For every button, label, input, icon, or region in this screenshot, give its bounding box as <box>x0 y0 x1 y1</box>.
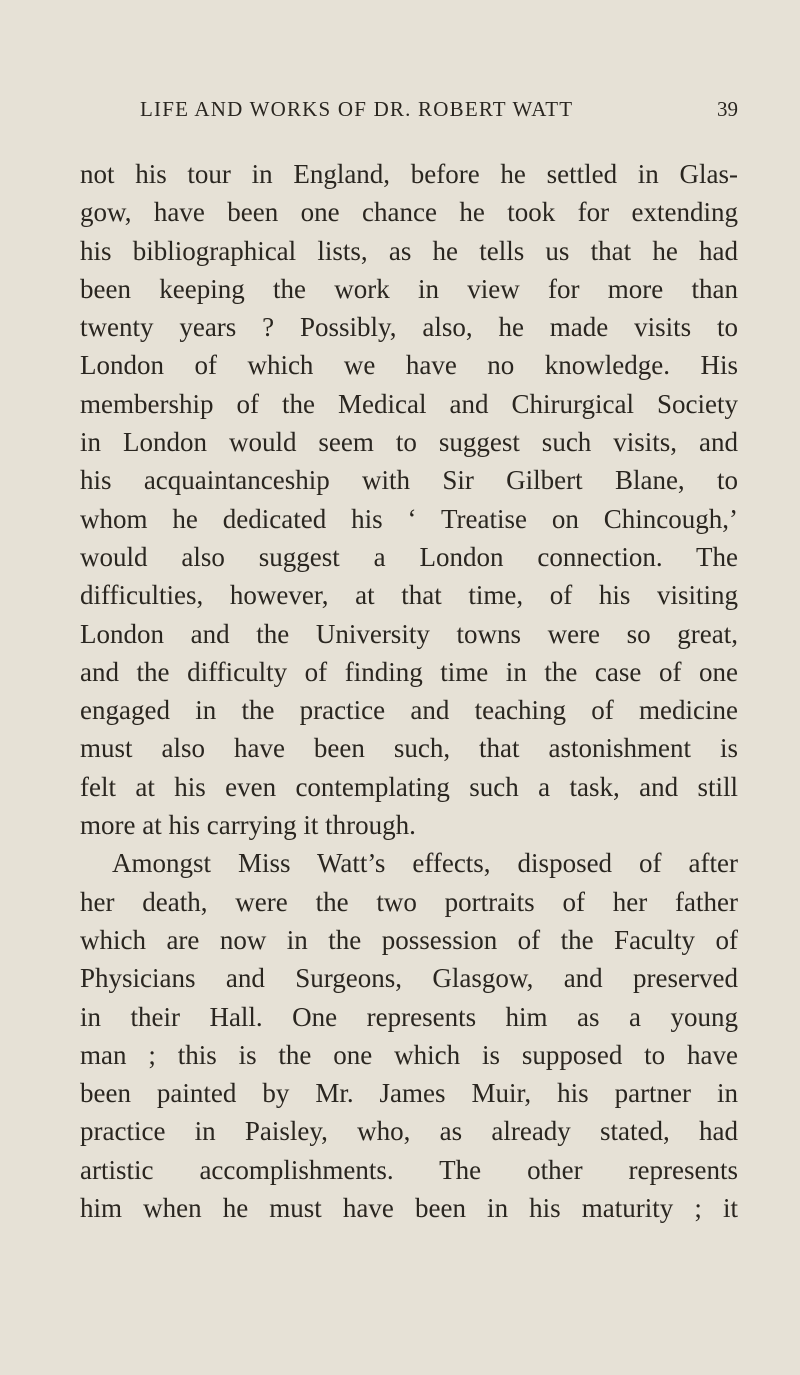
text-line: engaged in the practice and teaching of medicine <box>80 695 738 726</box>
text-line: practice in Paisley, who, as already stated, had <box>80 1116 738 1147</box>
text-line: London of which we have no knowledge. His <box>80 350 738 381</box>
text-line: Amongst Miss Watt’s effects, disposed of after <box>112 848 738 879</box>
text-line: whom he dedicated his ‘ Treatise on Chincough,’ <box>80 503 738 534</box>
running-title: LIFE AND WORKS OF DR. ROBERT WATT <box>140 97 574 121</box>
text-line: in London would seem to suggest such visits, and <box>80 427 738 458</box>
text-line: London and the University towns were so great, <box>80 618 738 649</box>
text-line: artistic accomplishments. The other represents <box>80 1154 738 1185</box>
text-line: not his tour in England, before he settled in Glas- <box>80 159 738 189</box>
text-line: her death, were the two portraits of her father <box>80 886 738 917</box>
text-line: which are now in the possession of the Faculty of <box>80 924 738 955</box>
text-line: in their Hall. One represents him as a young <box>80 1001 738 1032</box>
text-line: difficulties, however, at that time, of his visiting <box>80 580 738 611</box>
text-line: his bibliographical lists, as he tells us that he had <box>80 235 738 266</box>
body-text <box>80 155 738 1227</box>
text-line: must also have been such, that astonishment is <box>80 733 738 764</box>
text-line: twenty years ? Possibly, also, he made visits to <box>80 312 738 343</box>
text-line: would also suggest a London connection. The <box>80 541 738 572</box>
text-line: more at his carrying it through. <box>80 810 416 841</box>
text-line: felt at his even contemplating such a task, and still <box>80 771 738 802</box>
text-line: him when he must have been in his maturity ; it <box>80 1193 738 1224</box>
text-line: and the difficulty of finding time in the case of one <box>80 656 738 687</box>
running-header <box>80 97 738 131</box>
text-line: membership of the Medical and Chirurgical Society <box>80 388 738 419</box>
text-line: gow, have been one chance he took for extending <box>80 197 738 228</box>
text-line: man ; this is the one which is supposed to have <box>80 1039 738 1070</box>
text-line: been painted by Mr. James Muir, his partner in <box>80 1078 738 1109</box>
text-line: Physicians and Surgeons, Glasgow, and preserved <box>80 963 738 994</box>
text-line: his acquaintanceship with Sir Gilbert Blane, to <box>80 465 738 496</box>
text-line: been keeping the work in view for more than <box>80 273 738 304</box>
page-number: 39 <box>717 97 738 121</box>
